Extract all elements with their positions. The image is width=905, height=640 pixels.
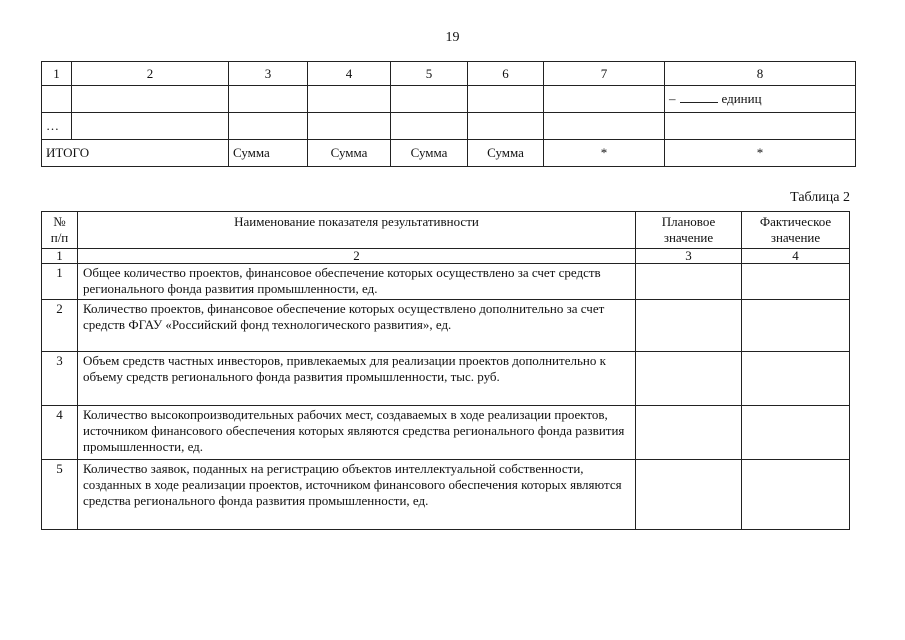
table-row [42, 300, 850, 352]
planned-value-cell [636, 406, 742, 460]
total-cell: Сумма [468, 140, 544, 167]
total-cell: Сумма [391, 140, 468, 167]
table-1-row [42, 113, 856, 140]
table-1-header-row [42, 62, 856, 86]
page-number: 19 [445, 30, 460, 45]
table-row [42, 264, 850, 300]
table-row [42, 352, 850, 406]
row-number: 4 [42, 406, 78, 460]
table-1-header-cell: 4 [308, 62, 391, 86]
total-cell: * [665, 140, 856, 167]
table-2 [41, 211, 850, 530]
num-header: № п/п [42, 212, 78, 249]
column-number: 1 [42, 249, 78, 264]
units-blank [680, 91, 718, 103]
row-number: 1 [42, 264, 78, 300]
table-row [42, 406, 850, 460]
table-1-header-cell: 5 [391, 62, 468, 86]
planned-value-cell [636, 300, 742, 352]
indicator-name: Количество проектов, финансовое обеспечение которых осуществлено дополнительно за счет средств ФГАУ «Российский фонд технологического развития», ед. [78, 300, 636, 352]
table-1-header-cell: 2 [72, 62, 229, 86]
indicator-name: Объем средств частных инвесторов, привлекаемых для реализации проектов дополнительно к объему средств регионального фонда развития промышленности, тыс. руб. [78, 352, 636, 406]
table-1-header-cell: 6 [468, 62, 544, 86]
actual-value-cell [742, 460, 850, 530]
units-prefix: – [669, 91, 676, 106]
planned-value-cell [636, 352, 742, 406]
table-1-header-cell: 3 [229, 62, 308, 86]
total-cell: * [544, 140, 665, 167]
planned-value-cell [636, 264, 742, 300]
actual-value-cell [742, 264, 850, 300]
actual-header: Фактическое значение [742, 212, 850, 249]
planned-header: Плановое значение [636, 212, 742, 249]
units-text: единиц [721, 91, 762, 106]
name-header: Наименование показателя результативности [78, 212, 636, 249]
column-number: 2 [78, 249, 636, 264]
table-1-header-cell: 1 [42, 62, 72, 86]
ellipsis-cell: … [42, 113, 72, 140]
row-number: 2 [42, 300, 78, 352]
actual-value-cell [742, 352, 850, 406]
actual-value-cell [742, 406, 850, 460]
row-number: 5 [42, 460, 78, 530]
table-1-total-row [42, 140, 856, 167]
column-number: 3 [636, 249, 742, 264]
table-2-column-numbers [42, 249, 850, 264]
table-2-header-row [42, 212, 850, 249]
table-1-header-cell: 8 [665, 62, 856, 86]
column-number: 4 [742, 249, 850, 264]
row-number: 3 [42, 352, 78, 406]
actual-value-cell [742, 300, 850, 352]
table-1 [41, 61, 856, 167]
table-row [42, 460, 850, 530]
total-cell: Сумма [308, 140, 391, 167]
indicator-name: Количество заявок, поданных на регистрацию объектов интеллектуальной собственности, созданных в ходе реализации проектов, источником финансового обеспечения которых являются средства регионального фонда развития промышленности, ед. [78, 460, 636, 530]
units-cell [665, 86, 856, 113]
table-1-row [42, 86, 856, 113]
planned-value-cell [636, 460, 742, 530]
indicator-name: Количество высокопроизводительных рабочих мест, создаваемых в ходе реализации проектов, источником финансового обеспечения которых являются средства регионального фонда развития промышленности, ед. [78, 406, 636, 460]
table-2-caption: Таблица 2 [790, 190, 850, 205]
total-label: ИТОГО [42, 140, 229, 167]
indicator-name: Общее количество проектов, финансовое обеспечение которых осуществлено за счет средств регионального фонда развития промышленности, ед. [78, 264, 636, 300]
total-cell: Сумма [229, 140, 308, 167]
table-1-header-cell: 7 [544, 62, 665, 86]
